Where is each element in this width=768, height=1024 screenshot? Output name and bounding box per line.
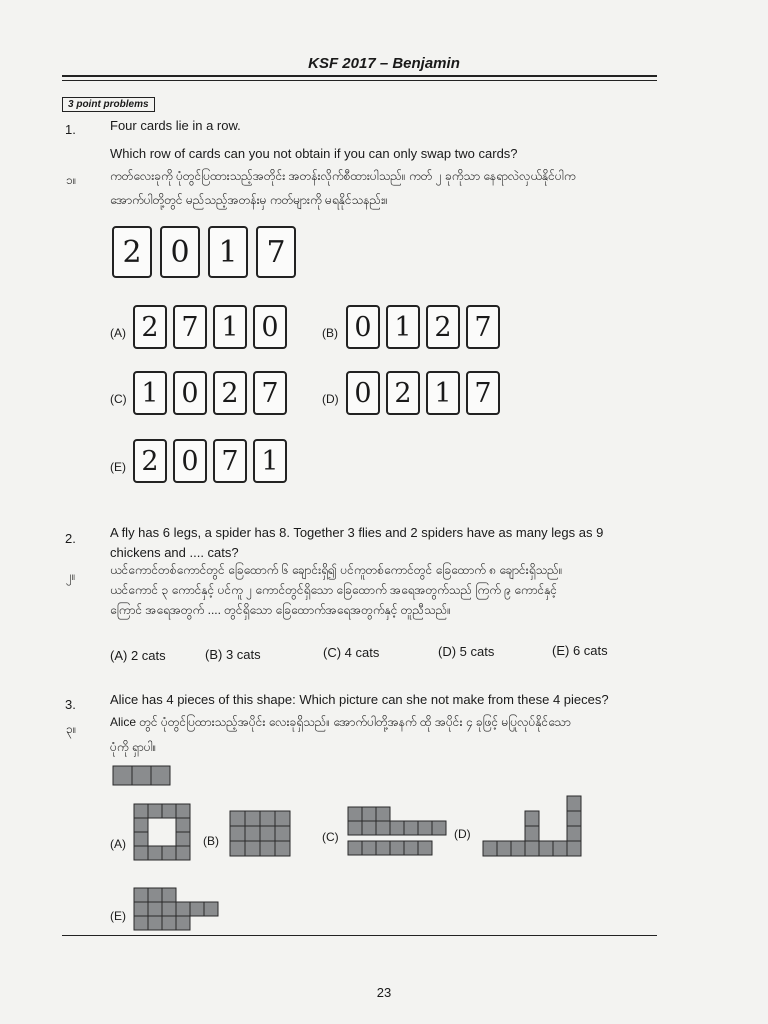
card: 2 [112,226,152,278]
card: 7 [173,305,207,349]
header-rule [62,75,657,77]
card: 1 [426,371,460,415]
q2-mm-line3: ကြောင် အရေအတွက် .... တွင်ရှိသော ခြေထောက်အရေအတွက်နှင့် တူညီသည်။ [110,603,451,617]
header-rule-thin [62,80,657,81]
card: 7 [466,305,500,349]
page-header-title: KSF 2017 – Benjamin [308,55,460,72]
q2-text-line2: chickens and .... cats? [110,545,239,560]
footer-rule [62,935,657,936]
section-label: 3 point problems [62,97,155,112]
q1-mm-line1: ကတ်လေးခုကို ပုံတွင်ပြထားသည့်အတိုင်း အတန်းလိုက်စီထားပါသည်။ ကတ် ၂ ခုကိုသာ နေရာလဲလှယ်နိုင်ပါက [110,169,576,183]
card: 2 [213,371,247,415]
card: 2 [133,305,167,349]
card: 1 [386,305,420,349]
q2-answer-b: (B) 3 cats [205,647,261,662]
q1-text-line2: Which row of cards can you not obtain if you can only swap two cards? [110,146,518,161]
q3-mm-line1: Alice တွင် ပုံတွင်ပြထားသည့်အပိုင်း လေးခုရှိသည်။ အောက်ပါတို့အနက် ထို အပိုင်း ၄ ခုဖြင့် မပြုလုပ်နိုင်သော [110,715,571,729]
q3-option-b-figure [229,810,291,858]
q1-option-d-label: (D) [322,392,339,406]
card: 7 [213,439,247,483]
card: 1 [213,305,247,349]
q1-mm-number: ၁။ [66,173,77,187]
card: 7 [466,371,500,415]
card: 2 [386,371,420,415]
card: 2 [426,305,460,349]
q3-option-a-figure [133,803,193,863]
card: 0 [253,305,287,349]
card: 0 [173,371,207,415]
card: 0 [346,305,380,349]
q1-option-c-label: (C) [110,392,127,406]
q2-mm-number: ၂။ [66,569,76,583]
page-number: 23 [376,985,392,1000]
q3-option-d-figure [482,795,584,859]
q1-option-a-label: (A) [110,326,126,340]
q2-number: 2. [65,531,76,546]
card: 7 [256,226,296,278]
q3-mm-line2: ပုံကို ရှာပါ။ [110,740,157,754]
q3-option-c-label: (C) [322,830,339,844]
card: 1 [253,439,287,483]
q2-answer-e: (E) 6 cats [552,643,608,658]
card: 0 [346,371,380,415]
q3-number: 3. [65,697,76,712]
card: 0 [173,439,207,483]
q3-option-d-label: (D) [454,827,471,841]
q1-option-e-label: (E) [110,460,126,474]
q3-option-e-label: (E) [110,909,126,923]
q3-text-line1: Alice has 4 pieces of this shape: Which picture can she not make from these 4 pieces? [110,692,609,707]
q2-answer-d: (D) 5 cats [438,644,495,659]
q2-mm-line2: ယင်ကောင် ၃ ကောင်နှင့် ပင်ကူ ၂ ကောင်တွင်ရှိသော ခြေထောက် အရေအတွက်သည် ကြက် ၉ ကောင်နှင့် [110,583,558,597]
q2-mm-line1: ယင်ကောင်တစ်ကောင်တွင် ခြေထောက် ၆ ချောင်းရှိ၍ ပင်ကူတစ်ကောင်တွင် ခြေထောက် ၈ ချောင်းရှိသည်။ [110,563,563,577]
q2-text-line1: A fly has 6 legs, a spider has 8. Together 3 flies and 2 spiders have as many legs as 9 [110,525,604,540]
q3-mm-number: ၃။ [66,722,77,736]
card: 1 [133,371,167,415]
q1-mm-line2: အောက်ပါတို့တွင် မည်သည့်အတန်းမှ ကတ်များကို မရနိုင်သနည်း။ [110,193,388,207]
card: 2 [133,439,167,483]
q1-option-b-label: (B) [322,326,338,340]
q2-answer-a: (A) 2 cats [110,648,166,663]
card: 0 [160,226,200,278]
q1-number: 1. [65,122,76,137]
q1-text-line1: Four cards lie in a row. [110,118,241,133]
q3-option-a-label: (A) [110,837,126,851]
card: 1 [208,226,248,278]
q3-given-piece [112,765,172,787]
q3-option-e-figure [133,887,223,935]
q3-option-c-figure [347,806,447,858]
q2-answer-c: (C) 4 cats [323,645,380,660]
q3-option-b-label: (B) [203,834,219,848]
card: 7 [253,371,287,415]
